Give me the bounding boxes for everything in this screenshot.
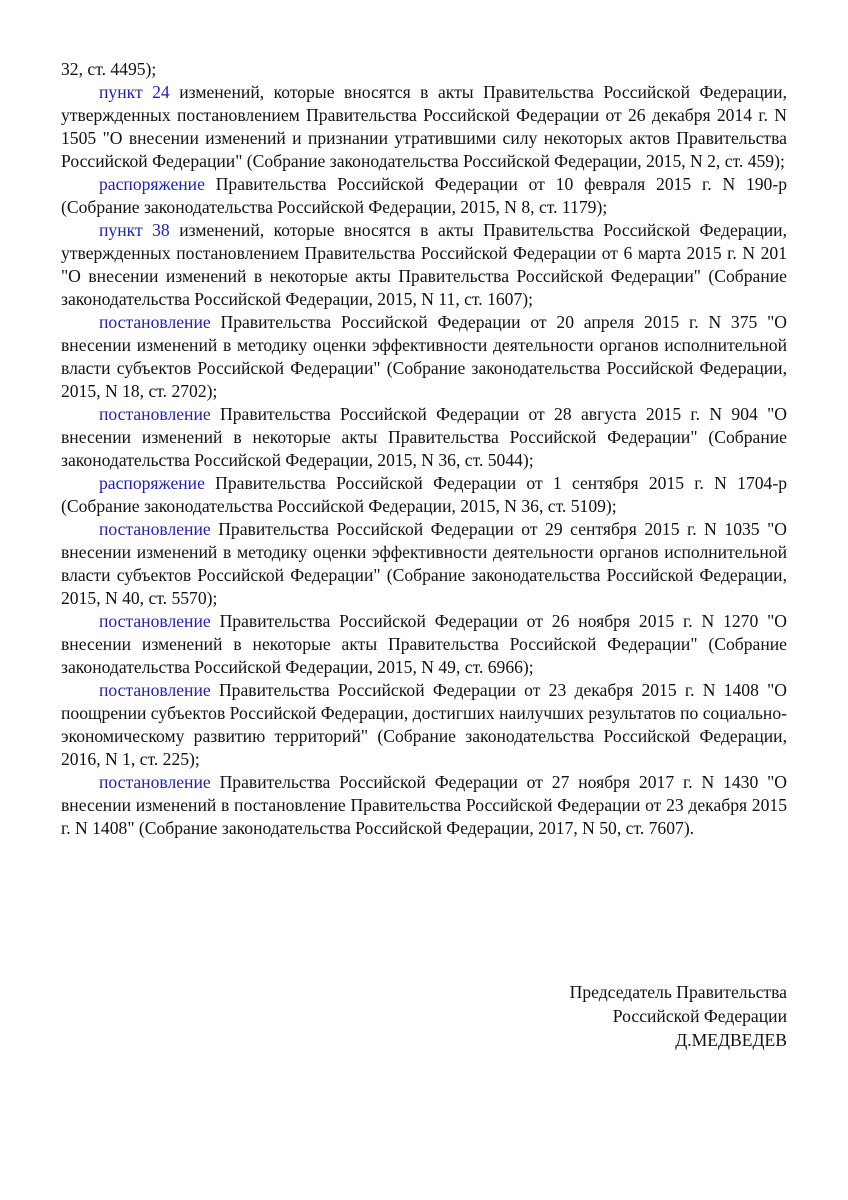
paragraph-10 [61,771,787,840]
signature-organization: Российской Федерации [612,1006,787,1026]
paragraph-1 [61,81,787,173]
paragraph-8 [61,610,787,679]
signature-position: Председатель Правительства [569,982,787,1002]
paragraph-9-text: Правительства Российской Федерации от 23 декабря 2015 г. N 1408 "О поощрении субъектов Российской Федерации, достигших наилучших результатов по социально-экономическому развитию территорий" (Собрание законодательства Российской Федерации, 2016, N 1, ст. 225); [61,680,787,769]
document-body [61,58,787,840]
paragraph-0 [61,58,787,81]
paragraph-3 [61,219,787,311]
paragraph-5 [61,403,787,472]
reference-link-postanovlenie-904[interactable]: постановление [99,404,211,424]
paragraph-8-text: Правительства Российской Федерации от 26 ноября 2015 г. N 1270 "О внесении изменений в некоторые акты Правительства Российской Федерации" (Собрание законодательства Российской Федерации, 2015, N 49, ст. 6966); [61,611,787,677]
paragraph-5-text: Правительства Российской Федерации от 28 августа 2015 г. N 904 "О внесении изменений в некоторые акты Правительства Российской Федерации" (Собрание законодательства Российской Федерации, 2015, N 36, ст. 5044); [61,404,787,470]
paragraph-7 [61,518,787,610]
reference-link-postanovlenie-1430[interactable]: постановление [99,772,211,792]
paragraph-10-text: Правительства Российской Федерации от 27 ноября 2017 г. N 1430 "О внесении изменений в постановление Правительства Российской Федерации от 23 декабря 2015 г. N 1408" (Собрание законодательства Российской Федерации, 2017, N 50, ст. 7607). [61,772,787,838]
reference-link-postanovlenie-1035[interactable]: постановление [99,519,211,539]
paragraph-1-text: изменений, которые вносятся в акты Правительства Российской Федерации, утвержденных постановлением Правительства Российской Федерации от 26 декабря 2014 г. N 1505 "О внесении изменений и признании утратившими силу некоторых актов Правительства Российской Федерации" (Собрание законодательства Российской Федерации, 2015, N 2, ст. 459); [61,82,787,171]
signature-block [570,980,787,1052]
paragraph-6-text: Правительства Российской Федерации от 1 сентября 2015 г. N 1704-р (Собрание законодательства Российской Федерации, 2015, N 36, ст. 5109); [61,473,787,516]
paragraph-4-text: Правительства Российской Федерации от 20 апреля 2015 г. N 375 "О внесении изменений в методику оценки эффективности деятельности органов исполнительной власти субъектов Российской Федерации" (Собрание законодательства Российской Федерации, 2015, N 18, ст. 2702); [61,312,787,401]
signature-name: Д.МЕДВЕДЕВ [675,1030,787,1050]
paragraph-0-text: 32, ст. 4495); [61,59,157,79]
reference-link-rasporyazhenie-1704r[interactable]: распоряжение [99,473,205,493]
paragraph-4 [61,311,787,403]
paragraph-3-text: изменений, которые вносятся в акты Правительства Российской Федерации, утвержденных постановлением Правительства Российской Федерации от 6 марта 2015 г. N 201 "О внесении изменений в некоторые акты Правительства Российской Федерации" (Собрание законодательства Российской Федерации, 2015, N 11, ст. 1607); [61,220,787,309]
paragraph-2-text: Правительства Российской Федерации от 10 февраля 2015 г. N 190-р (Собрание законодательства Российской Федерации, 2015, N 8, ст. 1179); [61,174,787,217]
paragraph-7-text: Правительства Российской Федерации от 29 сентября 2015 г. N 1035 "О внесении изменений в методику оценки эффективности деятельности органов исполнительной власти субъектов Российской Федерации" (Собрание законодательства Российской Федерации, 2015, N 40, ст. 5570); [61,519,787,608]
reference-link-postanovlenie-1408[interactable]: постановление [99,680,211,700]
reference-link-punkt-24[interactable]: пункт 24 [99,82,170,102]
reference-link-punkt-38[interactable]: пункт 38 [99,220,170,240]
reference-link-postanovlenie-375[interactable]: постановление [99,312,211,332]
paragraph-6 [61,472,787,518]
paragraph-9 [61,679,787,771]
reference-link-rasporyazhenie-190r[interactable]: распоряжение [99,174,205,194]
paragraph-2 [61,173,787,219]
reference-link-postanovlenie-1270[interactable]: постановление [99,611,211,631]
